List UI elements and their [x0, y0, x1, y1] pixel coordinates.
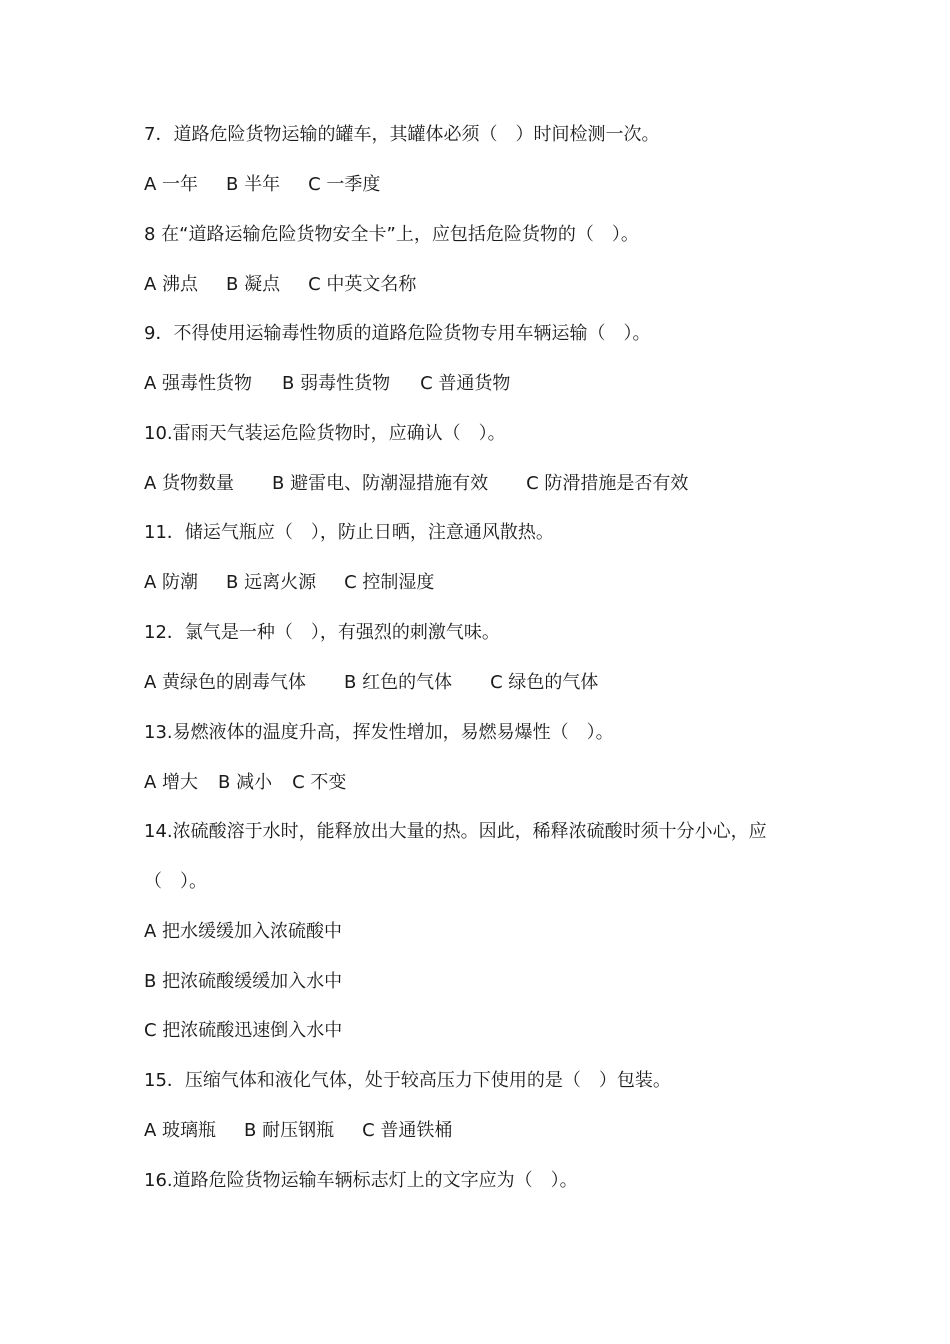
option-c: C 防滑措施是否有效: [526, 473, 689, 494]
option-b: B 避雷电、防潮湿措施有效: [272, 473, 489, 494]
option-a: A 沸点: [144, 274, 199, 295]
option-c: C 控制湿度: [344, 572, 435, 593]
option-b: B 弱毒性货物: [282, 373, 391, 394]
options-11: [144, 568, 434, 598]
option-a: A 防潮: [144, 572, 199, 593]
question-16: 16.道路危险货物运输车辆标志灯上的文字应为（ ）。: [144, 1170, 578, 1191]
options-12: [144, 668, 598, 698]
option-a: A 黄绿色的剧毒气体: [144, 672, 307, 693]
options-13: [144, 768, 346, 798]
question-15: 15．压缩气体和液化气体，处于较高压力下使用的是（ ）包装。: [144, 1070, 671, 1091]
option-b: B 凝点: [226, 274, 281, 295]
option-c: C 一季度: [308, 174, 381, 195]
options-9: [144, 369, 510, 399]
option-b: B 红色的气体: [344, 672, 453, 693]
question-11: 11．储运气瓶应（ ），防止日晒，注意通风散热。: [144, 522, 554, 543]
option-b: B 远离火源: [226, 572, 317, 593]
option-c: C 中英文名称: [308, 274, 417, 295]
option-a: A 玻璃瓶: [144, 1120, 217, 1141]
question-13: 13.易燃液体的温度升高，挥发性增加，易燃易爆性（ ）。: [144, 722, 614, 743]
option-c: C 不变: [292, 772, 347, 793]
question-14: 14.浓硫酸溶于水时，能释放出大量的热。因此，稀释浓硫酸时须十分小心，应: [144, 821, 767, 842]
question-12: 12．氯气是一种（ ），有强烈的刺激气味。: [144, 622, 500, 643]
option-a: A 一年: [144, 174, 199, 195]
option-c: C 普通货物: [420, 373, 511, 394]
option-a: A 强毒性货物: [144, 373, 253, 394]
question-9: 9．不得使用运输毒性物质的道路危险货物专用车辆运输（ ）。: [144, 323, 651, 344]
question-8: 8 在“道路运输危险货物安全卡”上，应包括危险货物的（ ）。: [144, 224, 639, 245]
option-c: C 普通铁桶: [362, 1120, 453, 1141]
options-10: [144, 469, 688, 499]
option-a: A 货物数量: [144, 473, 235, 494]
option-b: B 减小: [218, 772, 273, 793]
question-14-continued: （ ）。: [144, 871, 207, 892]
option-a: A 把水缓缓加入浓硫酸中: [144, 921, 343, 942]
options-8: [144, 270, 416, 300]
option-a: A 增大: [144, 772, 199, 793]
options-15: [144, 1116, 452, 1146]
question-10: 10.雷雨天气装运危险货物时，应确认（ ）。: [144, 423, 506, 444]
option-c: C 把浓硫酸迅速倒入水中: [144, 1020, 343, 1041]
option-b: B 把浓硫酸缓缓加入水中: [144, 971, 343, 992]
question-7: 7．道路危险货物运输的罐车，其罐体必须（ ）时间检测一次。: [144, 124, 660, 145]
options-7: [144, 170, 380, 200]
option-b: B 半年: [226, 174, 281, 195]
option-b: B 耐压钢瓶: [244, 1120, 335, 1141]
option-c: C 绿色的气体: [490, 672, 599, 693]
